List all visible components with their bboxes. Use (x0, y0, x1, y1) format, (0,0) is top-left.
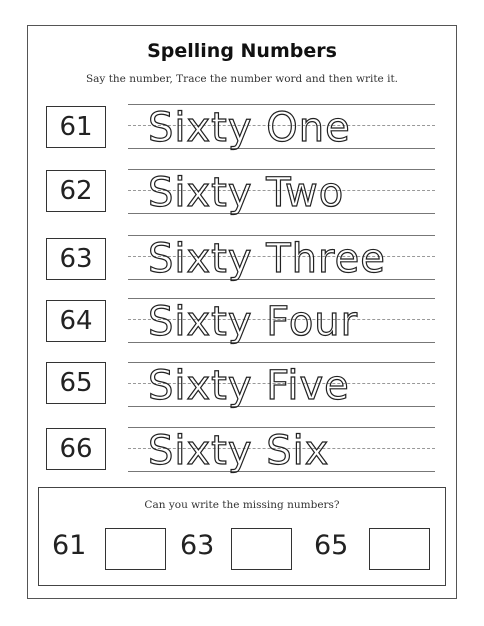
answer-box-2[interactable] (231, 528, 292, 570)
tracing-lines-65[interactable] (128, 362, 435, 410)
number-box-63: 63 (46, 238, 106, 280)
trace-word-sixty-four: Sixty Four (148, 299, 359, 345)
number-box-66: 66 (46, 428, 106, 470)
missing-numbers-question: Can you write the missing numbers? (144, 499, 340, 511)
tracing-lines-63[interactable] (128, 235, 435, 283)
tracing-lines-66[interactable] (128, 427, 435, 475)
number-box-65: 65 (46, 362, 106, 404)
page-title: Spelling Numbers (147, 40, 337, 62)
sequence-number-63: 63 (180, 530, 215, 561)
tracing-lines-61[interactable] (128, 104, 435, 152)
instructions: Say the number, Trace the number word and then write it. (85, 73, 399, 85)
number-box-62: 62 (46, 170, 106, 212)
trace-word-sixty-one: Sixty One (148, 105, 351, 151)
number-box-61: 61 (46, 106, 106, 148)
answer-box-3[interactable] (369, 528, 430, 570)
answer-box-1[interactable] (105, 528, 166, 570)
tracing-lines-62[interactable] (128, 169, 435, 217)
sequence-number-61: 61 (52, 530, 87, 561)
trace-word-sixty-three: Sixty Three (148, 236, 386, 282)
tracing-lines-64[interactable] (128, 298, 435, 346)
number-box-64: 64 (46, 300, 106, 342)
sequence-number-65: 65 (314, 530, 349, 561)
trace-word-sixty-six: Sixty Six (148, 428, 330, 474)
trace-word-sixty-five: Sixty Five (148, 363, 350, 409)
trace-word-sixty-two: Sixty Two (148, 170, 345, 216)
